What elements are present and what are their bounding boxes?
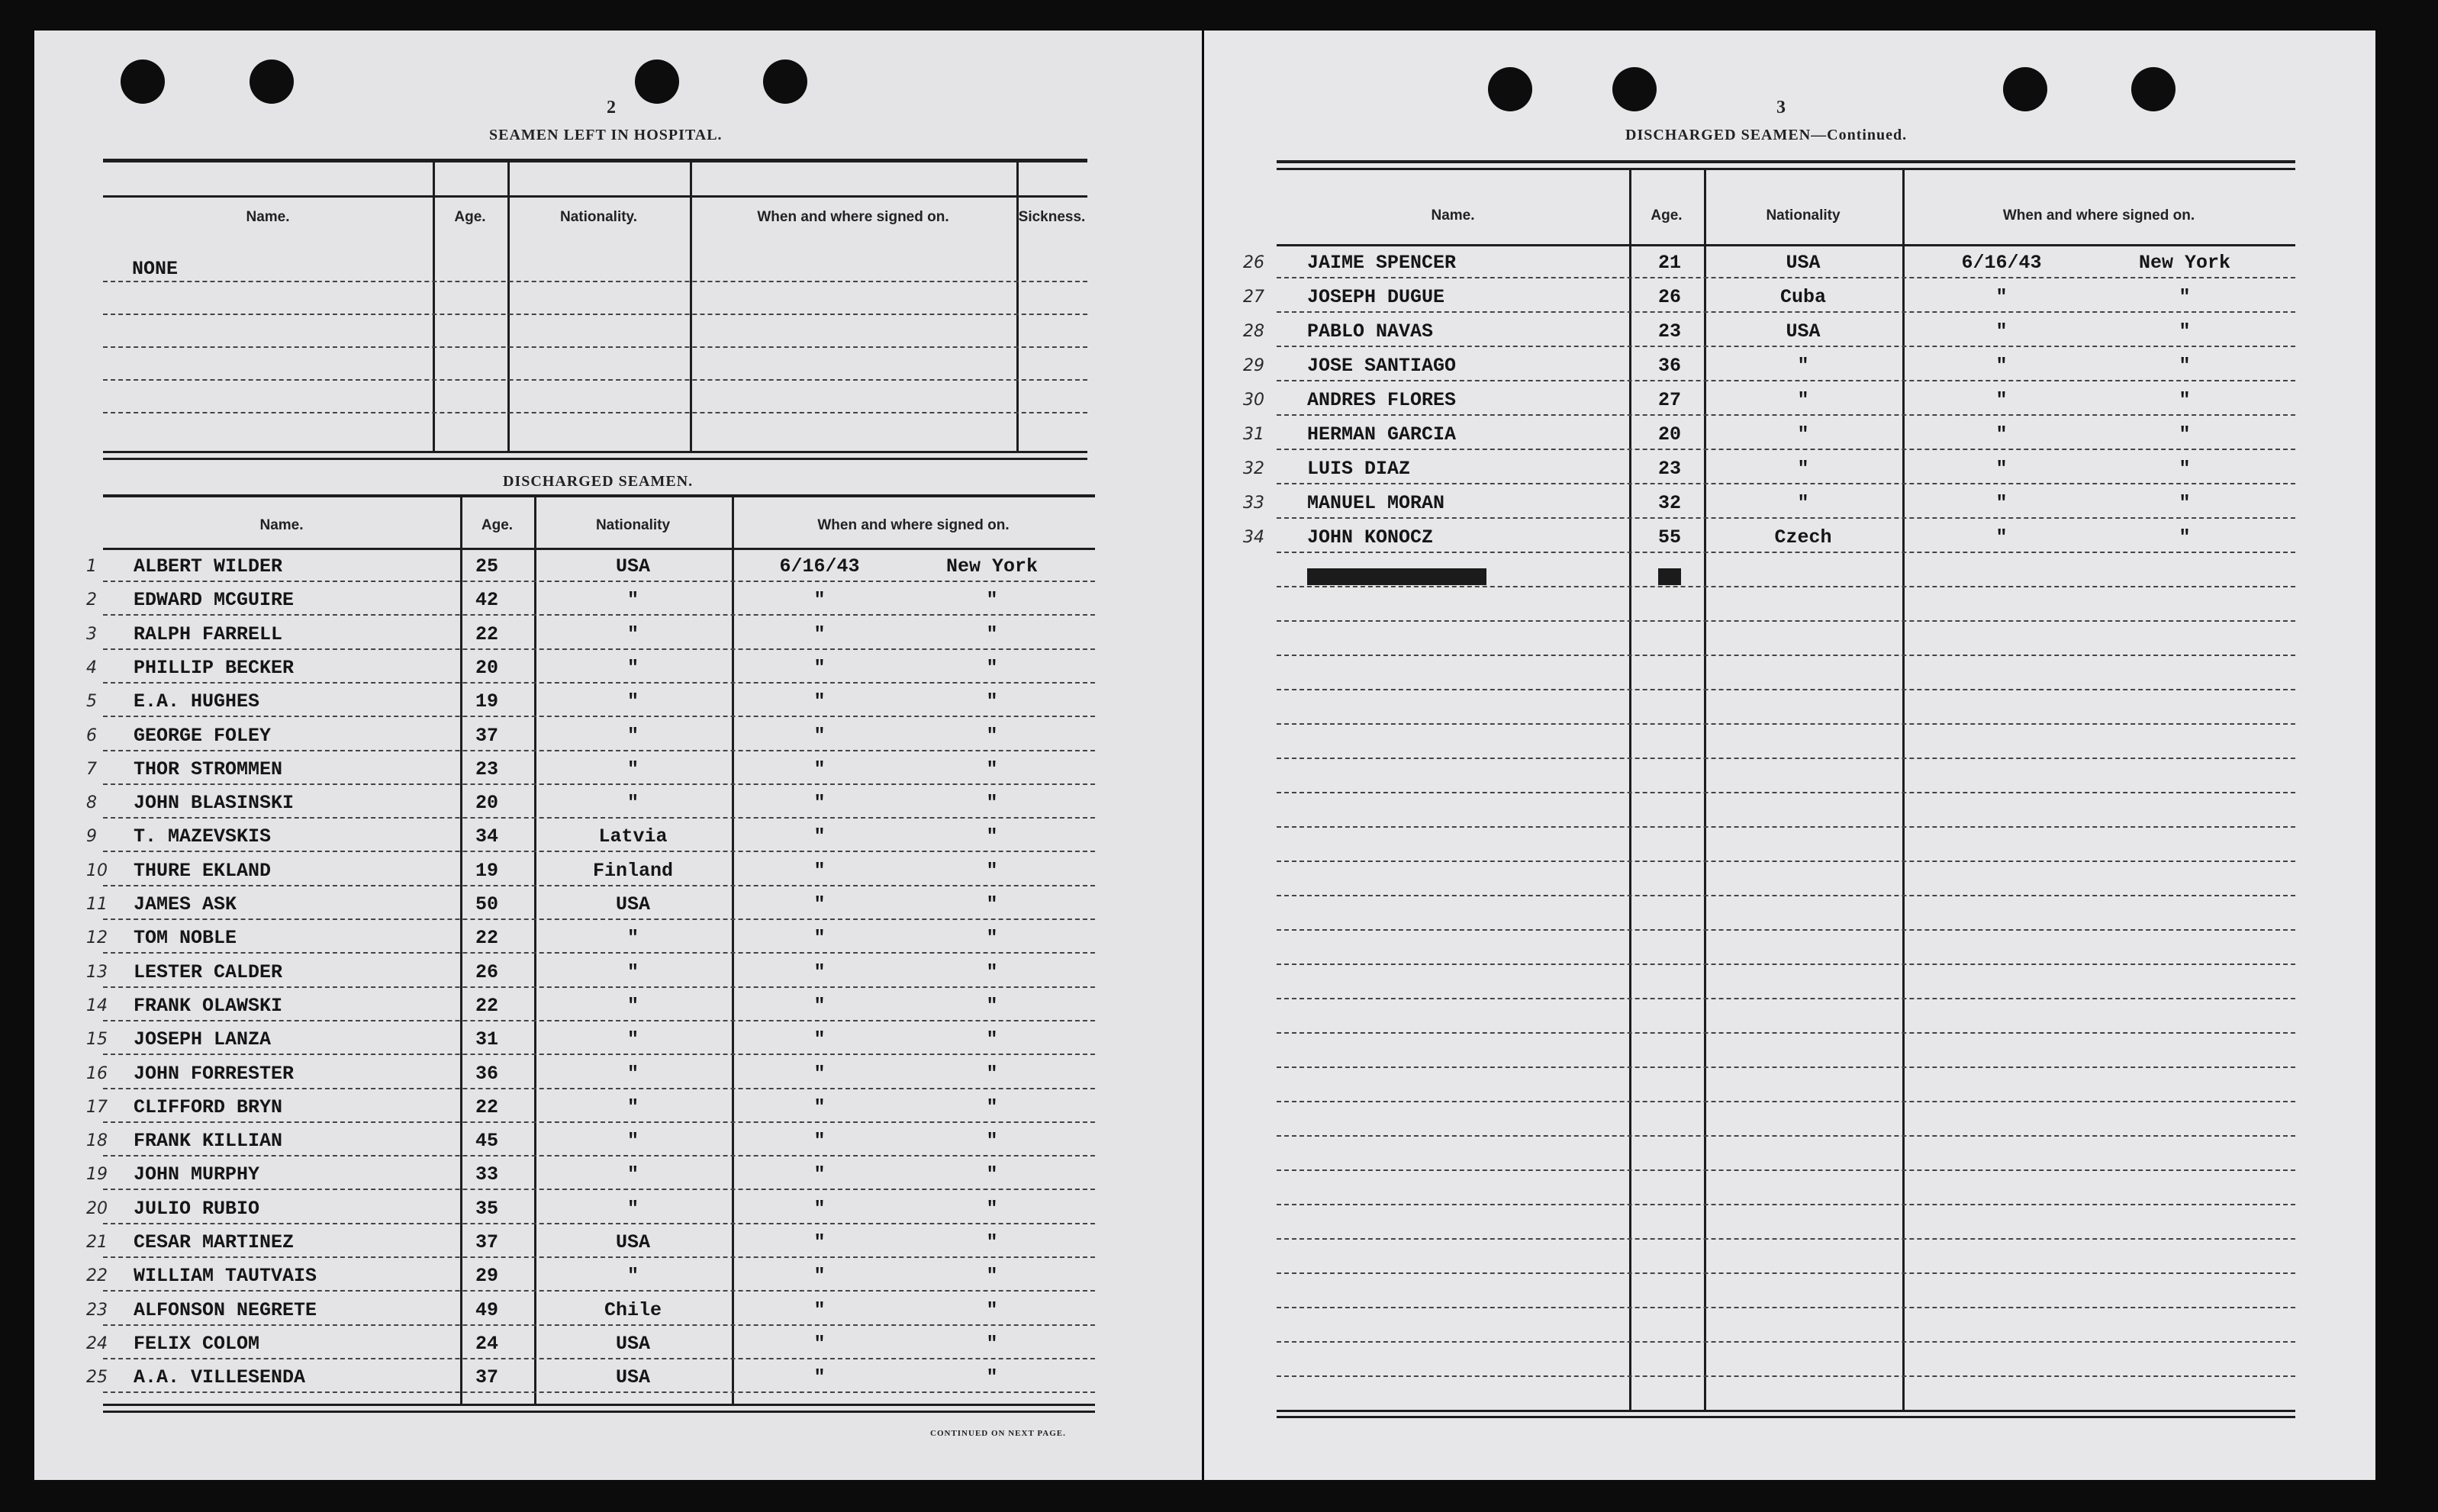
seaman-name: GEORGE FOLEY [134,724,272,747]
seaman-nationality: USA [1786,252,1821,274]
col-age: Age. [454,209,486,225]
row-number: 16 [86,1063,108,1083]
binder-hole-3 [2003,67,2047,111]
signed-place: " [986,758,998,780]
seaman-name: E.A. HUGHES [134,690,260,713]
row-number: 9 [86,827,97,847]
signed-date: " [813,1298,826,1321]
seaman-nationality: Latvia [598,825,668,848]
seaman-name: A.A. VILLESENDA [134,1366,306,1389]
signed-date: " [1995,458,2008,480]
signed-date: " [813,1095,826,1118]
signed-date: " [1995,320,2008,343]
signed-date: " [813,1332,826,1355]
row-number: 33 [1243,494,1264,513]
seaman-age: 21 [1658,252,1682,274]
signed-date: 6/16/43 [1961,252,2042,274]
signed-date: " [1995,389,2008,411]
hospital-title: SEAMEN LEFT IN HOSPITAL. [489,127,723,143]
seaman-name: JOSEPH LANZA [134,1028,272,1051]
seaman-name: JOSEPH DUGUE [1307,286,1445,308]
row-number: 29 [1243,356,1264,375]
signed-date: " [813,825,826,848]
seaman-name: THURE EKLAND [134,859,272,882]
seaman-age: 29 [475,1265,499,1288]
seaman-name: THOR STROMMEN [134,758,283,780]
row-number: 23 [86,1300,108,1320]
signed-date: " [1995,492,2008,514]
seaman-age: 20 [475,656,499,679]
col-name: Name. [1431,207,1475,224]
row-number: 31 [1243,425,1264,444]
seaman-age: 24 [475,1332,499,1355]
signed-date: " [813,1197,826,1220]
signed-place: " [986,1332,998,1355]
seaman-age: 19 [475,690,499,713]
row-number: 2 [86,590,97,610]
signed-date: " [813,1028,826,1051]
signed-place: " [986,1197,998,1220]
signed-date: " [813,690,826,713]
seaman-name: JAMES ASK [134,893,237,915]
seaman-nationality: Finland [592,859,674,882]
signed-date: " [813,724,826,747]
seaman-age: 50 [475,893,499,915]
seaman-nationality: USA [615,1366,650,1389]
col-nationality: Nationality [1766,207,1841,224]
seaman-nationality: " [626,1028,639,1051]
seaman-age: 33 [475,1163,499,1186]
seaman-name: LUIS DIAZ [1307,458,1411,480]
continued-note: CONTINUED ON NEXT PAGE. [930,1429,1066,1438]
seaman-nationality: Cuba [1779,286,1826,308]
row-number: 20 [86,1198,108,1218]
seaman-name: MANUEL MORAN [1307,492,1445,514]
signed-place: " [986,1095,998,1118]
hospital-entry: NONE [132,258,179,280]
signed-place: " [986,1062,998,1085]
seaman-name: EDWARD MCGUIRE [134,589,295,612]
seaman-age: 20 [1658,423,1682,446]
row-number: 25 [86,1368,108,1388]
seaman-nationality: " [626,1197,639,1220]
signed-date: " [1995,423,2008,446]
seaman-age: 19 [475,859,499,882]
binder-hole-1 [121,60,165,104]
seaman-name: T. MAZEVSKIS [134,825,272,848]
row-number: 13 [86,962,108,982]
seaman-age: 49 [475,1298,499,1321]
row-number: 22 [86,1266,108,1286]
seaman-age: 34 [475,825,499,848]
signed-date: " [1995,286,2008,308]
seaman-age: 26 [1658,286,1682,308]
signed-place: " [986,1298,998,1321]
signed-place: " [2179,526,2191,549]
col-nationality: Nationality [595,517,671,533]
row-number: 12 [86,928,108,948]
seaman-name: CLIFFORD BRYN [134,1095,283,1118]
signed-date: " [813,1366,826,1389]
signed-date: " [813,927,826,950]
row-number: 26 [1243,253,1264,272]
seaman-nationality: " [626,1130,639,1153]
signed-date: " [813,960,826,983]
seaman-age: 23 [1658,458,1682,480]
row-number: 24 [86,1333,108,1353]
col-age: Age. [481,517,514,533]
row-number: 11 [86,895,108,914]
continued-title: DISCHARGED SEAMEN—Continued. [1625,127,1908,143]
signed-date: " [813,1231,826,1253]
signed-place: " [986,1265,998,1288]
signed-place: " [986,1130,998,1153]
seaman-nationality: USA [615,893,650,915]
row-number: 32 [1243,459,1264,478]
seaman-name: HERMAN GARCIA [1307,423,1457,446]
seaman-age: 36 [1658,355,1682,377]
seaman-name: JOSE SANTIAGO [1307,355,1457,377]
seaman-name: LESTER CALDER [134,960,283,983]
seaman-nationality: USA [615,1231,650,1253]
signed-place: " [986,1163,998,1186]
seaman-age: 42 [475,589,499,612]
discharged-continued-table [1243,160,2295,1419]
seaman-name: ANDRES FLORES [1307,389,1457,411]
seaman-name: FRANK KILLIAN [134,1130,283,1153]
seaman-nationality: " [626,1095,639,1118]
seaman-age: 45 [475,1130,499,1153]
col-signed-on: When and where signed on. [2002,207,2195,224]
seaman-nationality: " [626,724,639,747]
struck-out-age [1658,568,1681,585]
binder-hole-3 [635,60,679,104]
seaman-age: 22 [475,1095,499,1118]
seaman-age: 37 [475,724,499,747]
col-age: Age. [1651,207,1683,224]
seaman-name: JAIME SPENCER [1307,252,1457,274]
seaman-nationality: " [626,792,639,815]
signed-place: " [986,859,998,882]
seaman-name: PHILLIP BECKER [134,656,295,679]
signed-date: " [813,622,826,645]
row-number: 7 [86,759,97,779]
signed-place: " [2179,458,2191,480]
binder-hole-1 [1488,67,1532,111]
signed-date: " [813,589,826,612]
seaman-nationality: " [1797,458,1809,480]
seaman-nationality: " [1797,423,1809,446]
seaman-age: 35 [475,1197,499,1220]
struck-out-entry [1307,568,1486,585]
seaman-age: 22 [475,927,499,950]
signed-place: " [986,622,998,645]
discharged-table [86,494,1095,1414]
signed-place: " [2179,492,2191,514]
signed-place: " [986,1231,998,1253]
seaman-name: JOHN BLASINSKI [134,792,295,815]
row-number: 34 [1243,528,1264,547]
signed-place: " [2179,320,2191,343]
row-number: 28 [1243,322,1264,341]
signed-place: New York [945,555,1039,577]
binder-hole-4 [763,60,807,104]
seaman-nationality: " [626,622,639,645]
seaman-nationality: " [626,1163,639,1186]
signed-place: " [986,960,998,983]
seaman-name: ALFONSON NEGRETE [134,1298,317,1321]
signed-date: " [813,859,826,882]
signed-place: " [986,927,998,950]
row-number: 18 [86,1131,108,1151]
page-number: 2 [607,98,616,117]
binder-hole-4 [2131,67,2176,111]
seaman-name: WILLIAM TAUTVAIS [134,1265,317,1288]
seaman-nationality: " [626,690,639,713]
row-number: 19 [86,1165,108,1185]
row-number: 27 [1243,288,1264,307]
hospital-table [103,159,1087,461]
seaman-name: JOHN MURPHY [134,1163,260,1186]
signed-date: " [813,1130,826,1153]
seaman-nationality: " [1797,492,1809,514]
seaman-age: 27 [1658,389,1682,411]
seaman-nationality: Czech [1774,526,1832,549]
row-number: 14 [86,996,108,1015]
seaman-name: JULIO RUBIO [134,1197,260,1220]
signed-date: " [813,758,826,780]
seaman-name: RALPH FARRELL [134,622,283,645]
signed-date: " [1995,355,2008,377]
signed-date: " [813,1062,826,1085]
seaman-age: 37 [475,1366,499,1389]
col-name: Name. [246,209,290,225]
row-number: 30 [1243,391,1264,410]
signed-place: New York [2138,252,2231,274]
binder-hole-2 [1612,67,1657,111]
signed-place: " [986,1028,998,1051]
signed-place: " [986,825,998,848]
seaman-age: 22 [475,622,499,645]
row-number: 3 [86,624,97,644]
seaman-nationality: " [626,656,639,679]
signed-date: " [813,792,826,815]
col-signed-on: When and where signed on. [817,517,1010,533]
signed-place: " [986,792,998,815]
seaman-name: FELIX COLOM [134,1332,260,1355]
seaman-nationality: Chile [604,1298,662,1321]
col-signed-on: When and where signed on. [757,209,949,225]
signed-place: " [986,893,998,915]
signed-place: " [986,589,998,612]
seaman-nationality: " [626,589,639,612]
seaman-age: 31 [475,1028,499,1051]
seaman-age: 32 [1658,492,1682,514]
signed-date: " [813,656,826,679]
seaman-nationality: USA [615,1332,650,1355]
seaman-age: 20 [475,792,499,815]
seaman-age: 37 [475,1231,499,1253]
col-sickness: Sickness. [1018,209,1086,225]
signed-date: " [813,893,826,915]
seaman-age: 26 [475,960,499,983]
seaman-name: PABLO NAVAS [1307,320,1434,343]
signed-place: " [2179,286,2191,308]
signed-place: " [986,1366,998,1389]
binder-hole-2 [250,60,294,104]
left-page [34,31,1202,1480]
right-page [1204,31,2375,1480]
row-number: 15 [86,1030,108,1050]
row-number: 21 [86,1233,108,1252]
seaman-age: 22 [475,994,499,1017]
signed-place: " [2179,355,2191,377]
seaman-name: JOHN KONOCZ [1307,526,1434,549]
row-number: 10 [86,861,108,880]
signed-date: " [813,1163,826,1186]
row-number: 6 [86,725,97,745]
signed-place: " [986,690,998,713]
seaman-nationality: USA [615,555,650,577]
signed-place: " [2179,389,2191,411]
signed-place: " [986,656,998,679]
seaman-age: 36 [475,1062,499,1085]
signed-place: " [2179,423,2191,446]
seaman-nationality: " [626,1062,639,1085]
seaman-age: 25 [475,555,499,577]
seaman-name: CESAR MARTINEZ [134,1231,295,1253]
seaman-nationality: " [626,758,639,780]
seaman-name: JOHN FORRESTER [134,1062,295,1085]
row-number: 8 [86,793,97,813]
signed-place: " [986,724,998,747]
seaman-nationality: " [626,960,639,983]
signed-date: " [813,1265,826,1288]
signed-date: " [1995,526,2008,549]
row-number: 5 [86,692,97,712]
col-nationality: Nationality. [560,209,637,225]
seaman-nationality: " [626,1265,639,1288]
seaman-name: FRANK OLAWSKI [134,994,283,1017]
signed-date: 6/16/43 [779,555,860,577]
page-number: 3 [1776,98,1786,117]
seaman-nationality: " [626,994,639,1017]
signed-date: " [813,994,826,1017]
seaman-nationality: " [1797,355,1809,377]
seaman-age: 55 [1658,526,1682,549]
signed-place: " [986,994,998,1017]
row-number: 17 [86,1097,108,1117]
discharged-title: DISCHARGED SEAMEN. [503,473,694,490]
row-number: 1 [86,557,97,576]
seaman-age: 23 [475,758,499,780]
seaman-nationality: " [1797,389,1809,411]
seaman-name: TOM NOBLE [134,927,237,950]
seaman-age: 23 [1658,320,1682,343]
seaman-name: ALBERT WILDER [134,555,283,577]
seaman-nationality: " [626,927,639,950]
row-number: 4 [86,658,97,677]
seaman-nationality: USA [1786,320,1821,343]
col-name: Name. [259,517,304,533]
